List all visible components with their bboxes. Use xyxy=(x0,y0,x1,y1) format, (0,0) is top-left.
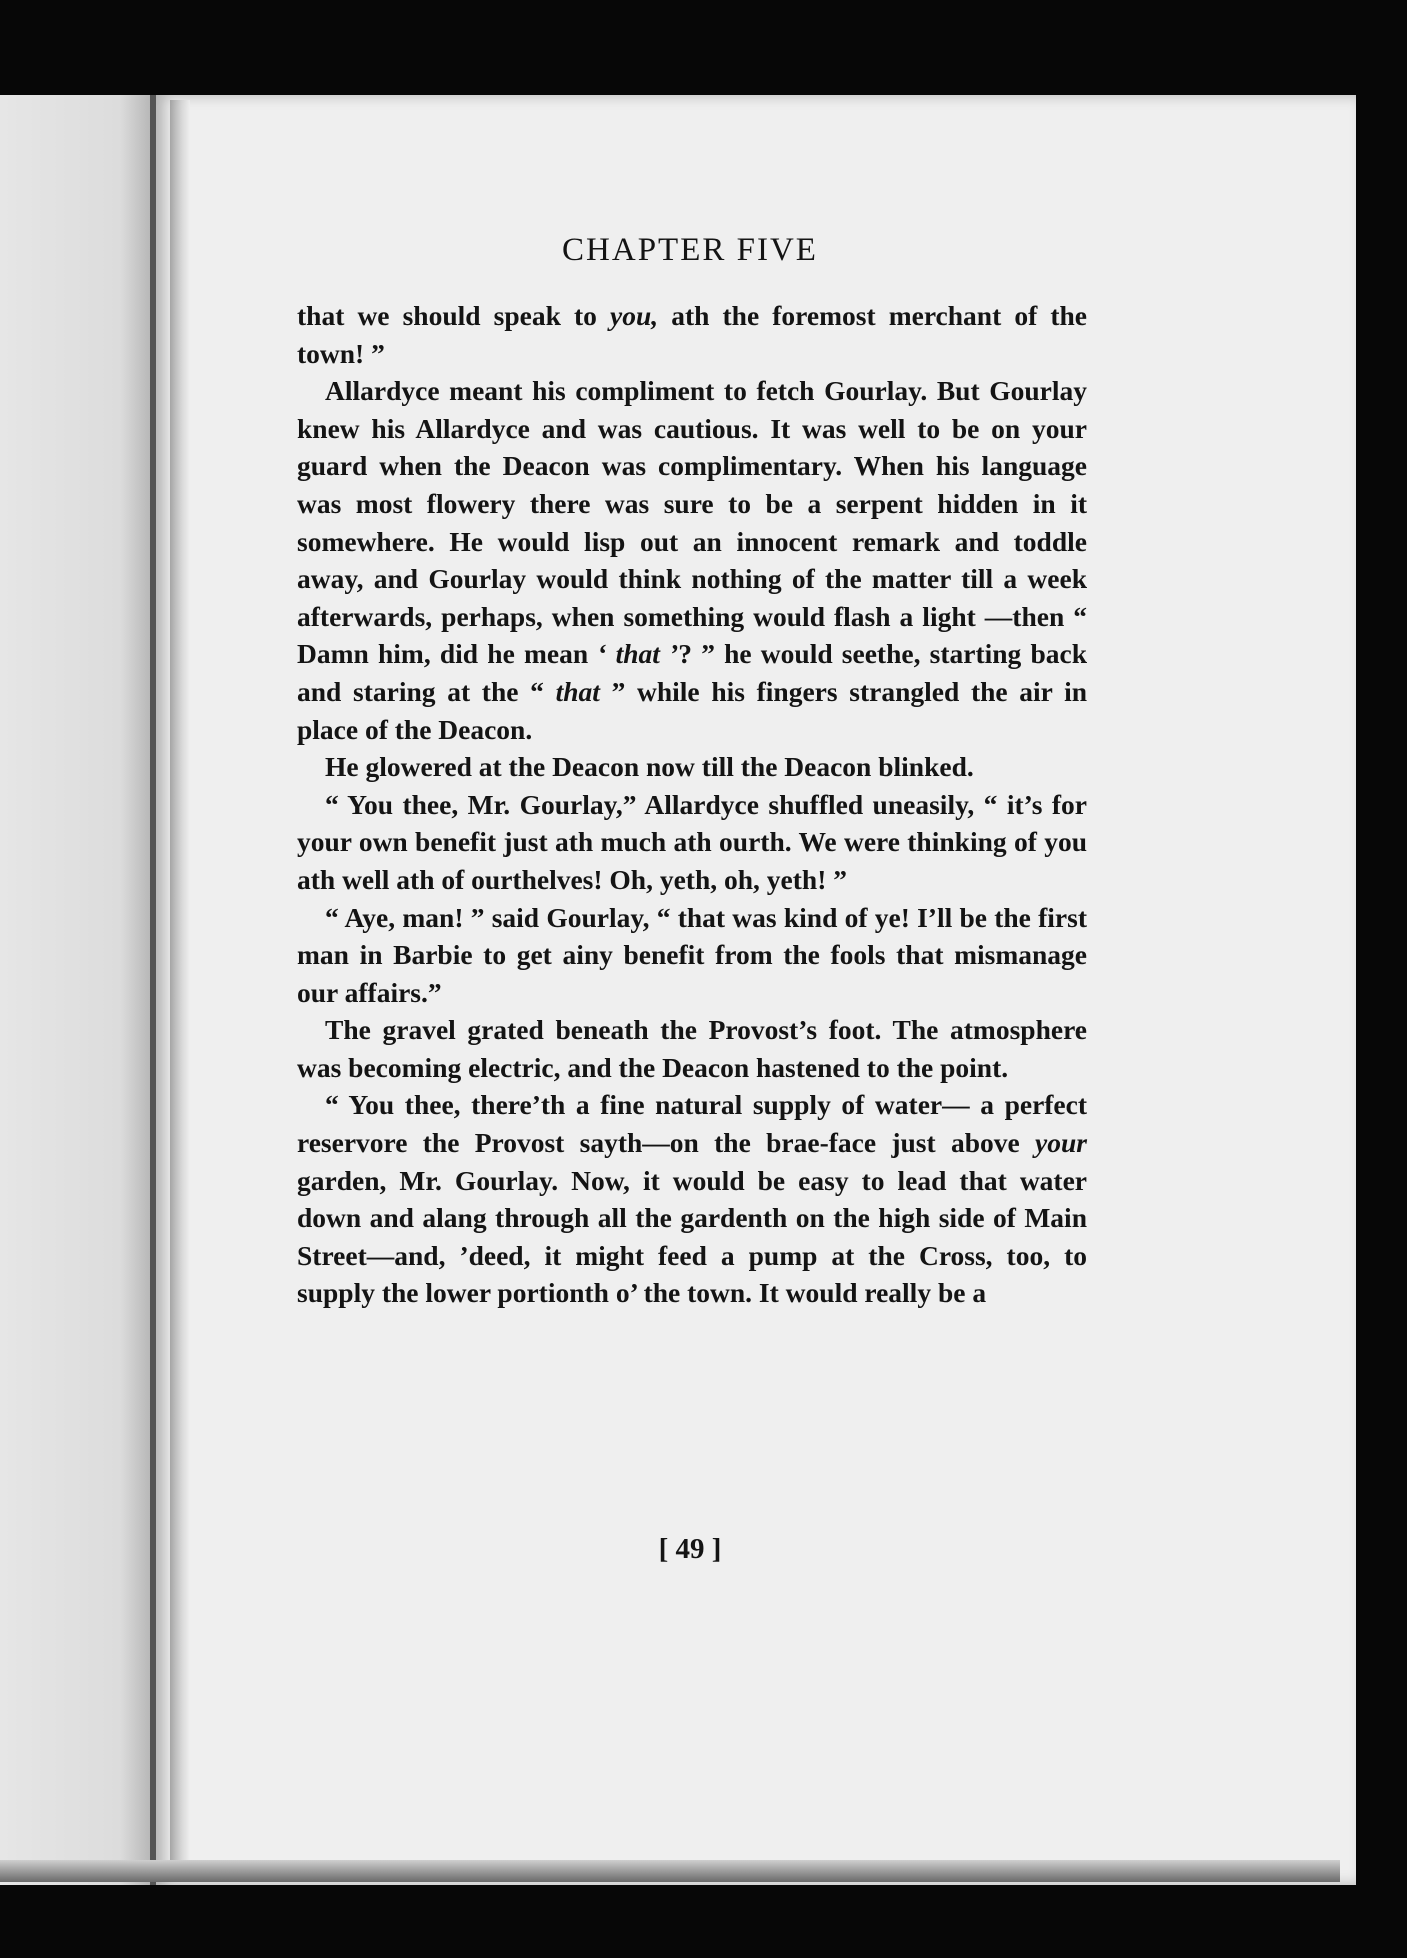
text-segment: that we should speak to xyxy=(297,300,611,331)
text-segment: “ You thee, there’th a fine natural supply of water— a perfect reservore the Provost sayth—on the brae-face just above xyxy=(297,1089,1087,1159)
text-segment: “ You thee, Mr. Gourlay,” Allardyce shuffled uneasily, “ it’s for your own benefit just ath much ath ourth. We were thinking of you ath well ath of ourthelves! Oh, yeth, oh, yeth! ” xyxy=(297,788,1087,895)
paragraph xyxy=(297,372,1087,748)
italic-text: ‘ that ’ xyxy=(597,638,679,670)
italic-text: that xyxy=(555,675,600,707)
text-segment: ? ” he would seethe, starting back and staring at the “ xyxy=(297,638,1088,707)
text-segment: “ Aye, man! ” said Gourlay, “ that was kind of ye! I’ll be the first man in Barbie to get ainy benefit from the fools that mismanage our affairs.” xyxy=(297,901,1087,1008)
facing-page-edge xyxy=(0,95,150,1885)
text-segment: Allardyce meant his compliment to fetch Gourlay. But Gourlay knew his Allardyce and was cautious. It was well to be on your guard when the Deacon was complimentary. When his language was most flowery there was sure to be a serpent hidden in it somewhere. He would lisp out an innocent remark and toddle away, and Gourlay would think nothing of the matter till a week afterwards, perhaps, when something would flash a light —then “ Damn him, did he mean xyxy=(297,375,1087,670)
text-segment: garden, Mr. Gourlay. Now, it would be easy to lead that water down and alang through all the gardenth on the high side of Main Street—and, ’deed, it might feed a pump at the Cross, too, to supply the lower portionth o’ the town. It would really be a xyxy=(297,1164,1087,1309)
page-bottom-edge xyxy=(0,1860,1340,1882)
body-text xyxy=(297,297,1087,1312)
italic-text: you, xyxy=(610,300,659,331)
page-number: [ 49 ] xyxy=(658,1533,722,1565)
running-head: CHAPTER FIVE xyxy=(562,232,818,268)
italic-text: your xyxy=(1035,1127,1087,1159)
paragraph xyxy=(297,1086,1087,1312)
text-segment: The gravel grated beneath the Provost’s foot. The atmosphere was becoming electric, and the Deacon hastened to the point. xyxy=(297,1014,1087,1083)
text-segment: He glowered at the Deacon now till the Deacon blinked. xyxy=(325,751,974,783)
paragraph xyxy=(297,899,1087,1012)
paragraph xyxy=(297,786,1087,899)
paragraph xyxy=(297,748,1087,786)
text-segment: ath the foremost merchant of the town! ” xyxy=(297,300,1087,369)
paragraph xyxy=(297,297,1087,372)
paragraph xyxy=(297,1011,1087,1086)
text-segment: ” while his fingers strangled the air in place of the Deacon. xyxy=(297,675,1087,745)
page-gutter-shadow xyxy=(170,100,190,1860)
